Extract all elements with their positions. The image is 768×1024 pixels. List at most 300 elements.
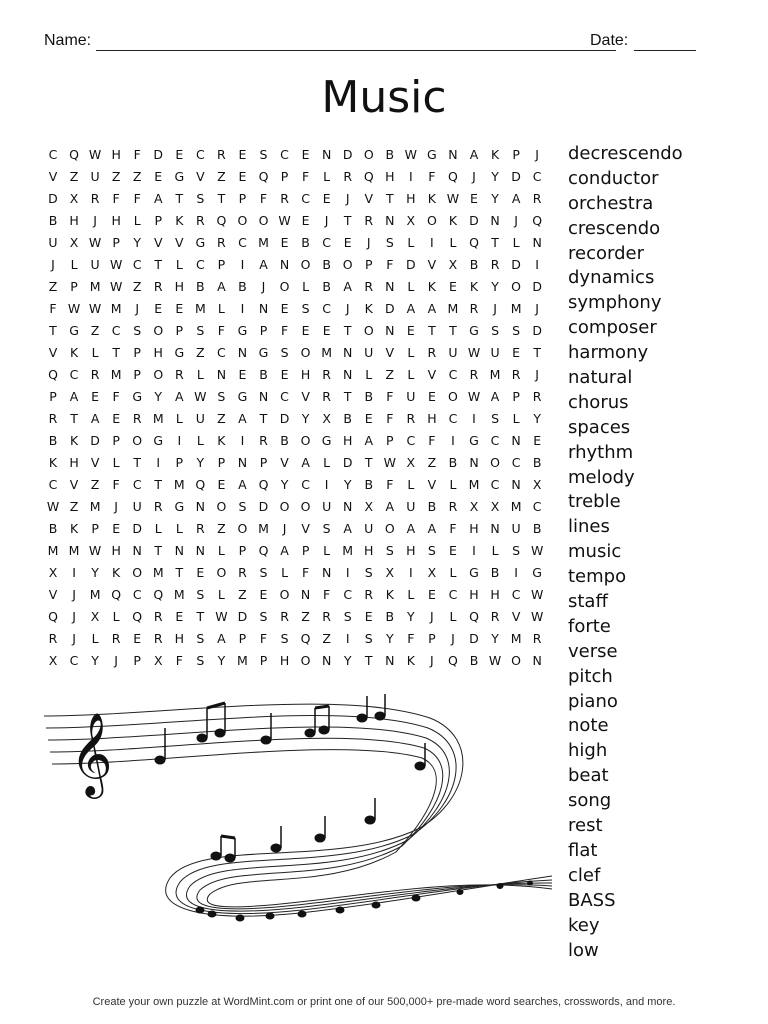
grid-letter: H — [69, 455, 79, 470]
grid-letter: N — [490, 213, 500, 228]
grid-letter: H — [469, 521, 479, 536]
grid-letter: M — [321, 345, 333, 360]
grid-letter: B — [301, 235, 310, 250]
grid-letter: P — [301, 543, 310, 558]
grid-letter: S — [512, 323, 521, 338]
grid-letter: R — [490, 257, 500, 272]
grid-letter: H — [406, 543, 416, 558]
grid-letter: G — [174, 345, 185, 360]
grid-letter: Y — [491, 279, 499, 294]
grid-letter: W — [467, 345, 481, 360]
grid-letter: H — [300, 367, 311, 382]
grid-letter: T — [343, 213, 352, 228]
grid-letter: V — [48, 345, 58, 360]
grid-letter: L — [175, 411, 183, 426]
grid-letter: F — [301, 565, 310, 580]
grid-letter: W — [383, 455, 396, 470]
grid-letter: S — [259, 609, 268, 624]
grid-letter: F — [386, 389, 394, 404]
grid-letter: B — [490, 565, 500, 580]
grid-letter: O — [279, 499, 290, 514]
grid-letter: Z — [217, 169, 226, 184]
grid-letter: R — [364, 213, 374, 228]
grid-letter: O — [448, 389, 458, 404]
grid-letter: H — [406, 191, 416, 206]
grid-letter: P — [259, 455, 268, 470]
grid-letter: S — [196, 587, 205, 602]
grid-letter: R — [48, 631, 58, 646]
grid-letter: L — [449, 565, 457, 580]
grid-letter: X — [364, 499, 374, 514]
grid-letter: X — [406, 455, 416, 470]
grid-letter: S — [196, 631, 205, 646]
grid-letter: T — [385, 191, 394, 206]
grid-letter: M — [510, 631, 522, 646]
grid-letter: G — [195, 235, 206, 250]
grid-letter: X — [469, 499, 479, 514]
grid-letter: C — [511, 587, 521, 602]
grid-letter: G — [469, 565, 479, 580]
grid-letter: S — [280, 345, 289, 360]
grid-letter: C — [448, 367, 458, 382]
grid-letter: E — [322, 323, 331, 338]
grid-letter: I — [324, 477, 329, 492]
grid-letter: U — [364, 521, 374, 536]
grid-letter: E — [301, 213, 310, 228]
grid-letter: G — [532, 565, 542, 580]
grid-letter: G — [469, 323, 479, 338]
word-list-item: key — [568, 914, 600, 936]
grid-letter: X — [427, 565, 437, 580]
grid-letter: Q — [469, 235, 479, 250]
grid-letter: K — [406, 653, 415, 668]
grid-letter: E — [280, 301, 289, 316]
grid-letter: N — [195, 543, 206, 558]
grid-letter: X — [532, 477, 542, 492]
grid-letter: X — [322, 411, 331, 426]
grid-letter: T — [154, 477, 163, 492]
grid-letter: I — [240, 433, 245, 448]
grid-letter: G — [69, 323, 79, 338]
grid-letter: K — [490, 147, 500, 162]
grid-letter: R — [532, 389, 542, 404]
grid-letter: A — [343, 279, 352, 294]
grid-letter: C — [132, 257, 142, 272]
grid-letter: D — [511, 169, 521, 184]
grid-letter: B — [385, 147, 395, 162]
grid-letter: L — [70, 257, 78, 272]
grid-letter: Y — [154, 389, 163, 404]
grid-letter: M — [194, 301, 206, 316]
grid-letter: U — [406, 389, 416, 404]
grid-letter: A — [238, 411, 247, 426]
grid-letter: L — [407, 345, 415, 360]
grid-letter: D — [90, 433, 100, 448]
grid-letter: J — [93, 213, 97, 228]
grid-letter: P — [280, 169, 289, 184]
grid-letter: E — [238, 367, 247, 382]
grid-letter: Z — [427, 455, 437, 470]
grid-letter: E — [91, 389, 100, 404]
grid-letter: B — [48, 521, 58, 536]
grid-letter: B — [469, 257, 479, 272]
grid-letter: T — [533, 345, 541, 360]
grid-letter: F — [323, 587, 331, 602]
grid-letter: M — [110, 367, 122, 382]
grid-letter: C — [195, 147, 205, 162]
grid-letter: N — [321, 653, 332, 668]
grid-letter: F — [428, 169, 436, 184]
grid-letter: S — [301, 301, 310, 316]
grid-letter: N — [321, 147, 332, 162]
grid-letter: M — [89, 587, 101, 602]
grid-letter: G — [174, 169, 185, 184]
grid-letter: R — [217, 235, 226, 250]
grid-letter: L — [512, 411, 520, 426]
grid-letter: P — [133, 345, 141, 360]
grid-letter: F — [133, 147, 141, 162]
grid-letter: Y — [491, 169, 499, 184]
grid-letter: D — [258, 499, 269, 514]
grid-letter: V — [48, 587, 58, 602]
grid-letter: F — [217, 323, 225, 338]
grid-letter: M — [237, 653, 248, 668]
grid-letter: F — [280, 323, 289, 338]
grid-letter: K — [175, 213, 184, 228]
grid-letter: O — [216, 565, 227, 580]
grid-letter: P — [154, 213, 163, 228]
grid-letter: J — [472, 169, 476, 184]
grid-letter: D — [279, 411, 290, 426]
grid-letter: C — [406, 433, 416, 448]
grid-letter: L — [281, 565, 289, 580]
grid-letter: V — [364, 191, 374, 206]
grid-letter: B — [385, 609, 395, 624]
grid-letter: I — [72, 565, 76, 580]
grid-letter: O — [237, 213, 248, 228]
grid-letter: P — [386, 433, 394, 448]
grid-letter: W — [215, 609, 228, 624]
grid-letter: A — [511, 191, 521, 206]
grid-letter: F — [112, 477, 120, 492]
grid-letter: G — [469, 433, 479, 448]
date-field[interactable] — [634, 32, 696, 51]
grid-letter: J — [51, 257, 55, 272]
grid-letter: W — [67, 301, 81, 316]
grid-letter: U — [511, 521, 521, 536]
grid-letter: S — [238, 499, 247, 514]
grid-letter: K — [69, 345, 79, 360]
grid-letter: Q — [448, 653, 458, 668]
word-list-item: high — [568, 740, 608, 762]
grid-letter: A — [490, 389, 500, 404]
grid-letter: S — [196, 191, 205, 206]
grid-letter: H — [153, 345, 163, 360]
grid-letter: D — [132, 521, 142, 536]
grid-letter: D — [469, 631, 479, 646]
grid-letter: U — [490, 345, 500, 360]
grid-letter: E — [427, 587, 436, 602]
grid-letter: H — [364, 543, 374, 558]
grid-letter: G — [153, 433, 164, 448]
grid-letter: N — [195, 499, 206, 514]
grid-letter: M — [447, 301, 459, 316]
grid-letter: L — [323, 543, 331, 558]
grid-letter: R — [322, 367, 331, 382]
grid-letter: W — [88, 235, 102, 250]
grid-letter: R — [153, 631, 163, 646]
grid-letter: C — [132, 587, 142, 602]
grid-letter: Y — [343, 653, 352, 668]
grid-letter: I — [409, 565, 413, 580]
grid-letter: C — [343, 587, 353, 602]
grid-letter: A — [175, 389, 184, 404]
grid-letter: K — [364, 301, 373, 316]
date-label: Date: — [590, 32, 629, 49]
grid-letter: O — [132, 433, 143, 448]
grid-letter: J — [72, 631, 76, 646]
grid-letter: Y — [385, 631, 394, 646]
grid-letter: H — [385, 169, 395, 184]
grid-letter: Y — [407, 609, 415, 624]
grid-letter: E — [533, 433, 542, 448]
grid-letter: Q — [363, 169, 374, 184]
grid-letter: R — [132, 411, 142, 426]
word-list-item: staff — [568, 591, 608, 613]
grid-letter: N — [237, 345, 248, 360]
grid-letter: M — [89, 499, 101, 514]
grid-letter: D — [153, 147, 164, 162]
word-list-item: harmony — [568, 342, 649, 364]
grid-letter: R — [469, 301, 479, 316]
grid-letter: G — [321, 433, 332, 448]
word-list-item: treble — [568, 491, 621, 513]
grid-letter: P — [112, 235, 120, 250]
grid-letter: S — [280, 631, 289, 646]
grid-letter: R — [322, 389, 331, 404]
grid-letter: J — [366, 235, 371, 250]
word-list-item: low — [568, 939, 599, 961]
grid-letter: R — [153, 279, 163, 294]
grid-letter: L — [91, 631, 99, 646]
grid-letter: M — [173, 477, 185, 492]
grid-letter: W — [278, 213, 291, 228]
word-list-item: note — [568, 715, 609, 737]
grid-letter: Z — [90, 323, 100, 338]
word-list — [568, 142, 683, 963]
grid-letter: A — [469, 147, 479, 162]
grid-letter: P — [238, 543, 247, 558]
grid-letter: Z — [132, 169, 142, 184]
grid-letter: R — [532, 631, 542, 646]
grid-letter: G — [258, 345, 269, 360]
word-list-item: song — [568, 790, 612, 812]
word-list-item: music — [568, 541, 622, 563]
word-list-item: composer — [568, 317, 657, 339]
grid-letter: H — [174, 279, 184, 294]
grid-letter: K — [217, 433, 226, 448]
grid-letter: B — [364, 389, 374, 404]
grid-letter: R — [490, 609, 500, 624]
grid-letter: R — [280, 191, 289, 206]
grid-letter: J — [114, 653, 118, 668]
grid-letter: O — [342, 257, 353, 272]
grid-letter: B — [322, 257, 331, 272]
grid-letter: L — [154, 521, 162, 536]
grid-letter: Z — [132, 279, 142, 294]
grid-letter: N — [385, 653, 395, 668]
grid-letter: N — [343, 345, 353, 360]
grid-letter: E — [427, 389, 436, 404]
grid-letter: F — [49, 301, 57, 316]
grid-letter: Y — [133, 235, 141, 250]
grid-letter: A — [259, 257, 268, 272]
word-list-item: dynamics — [568, 267, 655, 289]
grid-letter: C — [532, 499, 542, 514]
grid-letter: J — [282, 521, 287, 536]
grid-letter: I — [451, 433, 455, 448]
word-list-item: lines — [568, 516, 610, 538]
grid-letter: T — [217, 191, 226, 206]
grid-letter: L — [407, 367, 415, 382]
grid-letter: G — [427, 147, 437, 162]
grid-letter: G — [132, 389, 143, 404]
grid-letter: A — [238, 477, 247, 492]
grid-letter: Z — [196, 345, 205, 360]
grid-letter: E — [470, 191, 478, 206]
grid-letter: W — [88, 543, 102, 558]
grid-letter: I — [514, 565, 518, 580]
grid-letter: E — [322, 191, 331, 206]
grid-letter: Y — [91, 653, 99, 668]
grid-letter: S — [343, 609, 352, 624]
grid-letter: Q — [258, 477, 269, 492]
grid-letter: Z — [69, 499, 79, 514]
grid-letter: R — [364, 279, 374, 294]
grid-letter: T — [491, 235, 499, 250]
grid-letter: N — [385, 323, 395, 338]
grid-letter: T — [154, 543, 163, 558]
grid-letter: O — [490, 455, 500, 470]
grid-letter: B — [469, 653, 479, 668]
grid-letter: L — [175, 521, 183, 536]
grid-letter: F — [112, 389, 120, 404]
grid-letter: J — [345, 191, 350, 206]
grid-letter: J — [114, 499, 118, 514]
grid-letter: I — [409, 169, 413, 184]
grid-letter: O — [363, 147, 374, 162]
word-list-item: BASS — [568, 889, 616, 911]
grid-letter: A — [90, 411, 100, 426]
grid-letter: U — [90, 169, 100, 184]
grid-letter: O — [300, 257, 311, 272]
grid-letter: V — [196, 169, 205, 184]
word-list-item: melody — [568, 466, 635, 488]
grid-letter: J — [451, 631, 455, 646]
grid-letter: C — [322, 301, 331, 316]
grid-letter: V — [69, 477, 79, 492]
grid-letter: O — [258, 213, 269, 228]
grid-letter: N — [469, 455, 479, 470]
grid-letter: L — [323, 169, 331, 184]
grid-letter: J — [535, 367, 539, 382]
word-list-item: decrescendo — [568, 143, 683, 164]
grid-letter: W — [88, 147, 102, 162]
grid-letter: H — [342, 433, 353, 448]
grid-letter: Y — [343, 477, 352, 492]
grid-letter: J — [430, 609, 434, 624]
grid-letter: C — [490, 433, 500, 448]
grid-letter: Y — [280, 477, 289, 492]
grid-letter: L — [407, 279, 415, 294]
grid-letter: B — [48, 433, 58, 448]
grid-letter: N — [490, 521, 500, 536]
grid-letter: C — [69, 367, 79, 382]
grid-letter: R — [153, 499, 163, 514]
grid-letter: R — [427, 345, 437, 360]
grid-letter: R — [322, 609, 331, 624]
grid-letter: N — [279, 257, 290, 272]
grid-letter: W — [88, 301, 102, 316]
grid-letter: L — [407, 235, 415, 250]
grid-letter: N — [511, 477, 521, 492]
grid-letter: S — [259, 147, 268, 162]
grid-letter: J — [72, 587, 76, 602]
grid-letter: Q — [469, 609, 479, 624]
grid-letter: L — [449, 609, 457, 624]
name-field[interactable] — [96, 32, 616, 51]
grid-letter: W — [194, 389, 207, 404]
grid-letter: O — [300, 345, 311, 360]
grid-letter: G — [174, 499, 185, 514]
grid-letter: C — [238, 235, 247, 250]
grid-letter: Y — [491, 191, 499, 206]
grid-letter: L — [323, 455, 331, 470]
grid-letter: D — [237, 609, 248, 624]
grid-letter: V — [427, 367, 437, 382]
word-list-item: rest — [568, 815, 603, 837]
grid-letter: X — [69, 191, 79, 206]
grid-letter: U — [132, 499, 142, 514]
grid-letter: R — [174, 367, 184, 382]
grid-letter: E — [133, 631, 142, 646]
grid-letter: F — [428, 433, 436, 448]
grid-letter: B — [343, 411, 352, 426]
grid-letter: D — [532, 279, 542, 294]
grid-letter: N — [532, 653, 542, 668]
word-list-item: verse — [568, 640, 618, 662]
grid-letter: G — [237, 389, 248, 404]
grid-letter: K — [448, 213, 458, 228]
grid-letter: A — [364, 433, 374, 448]
grid-letter: P — [259, 323, 268, 338]
grid-letter: E — [343, 235, 352, 250]
grid-letter: N — [532, 235, 542, 250]
grid-letter: A — [406, 521, 416, 536]
grid-letter: V — [280, 455, 289, 470]
grid-letter: Q — [216, 213, 227, 228]
grid-letter: Z — [217, 411, 226, 426]
grid-letter: U — [195, 411, 205, 426]
grid-letter: C — [280, 147, 289, 162]
grid-letter: P — [70, 279, 78, 294]
grid-letter: U — [406, 499, 416, 514]
grid-letter: I — [156, 455, 161, 470]
grid-letter: W — [109, 279, 123, 294]
grid-letter: M — [510, 301, 522, 316]
grid-letter: X — [153, 653, 163, 668]
grid-letter: A — [153, 191, 163, 206]
